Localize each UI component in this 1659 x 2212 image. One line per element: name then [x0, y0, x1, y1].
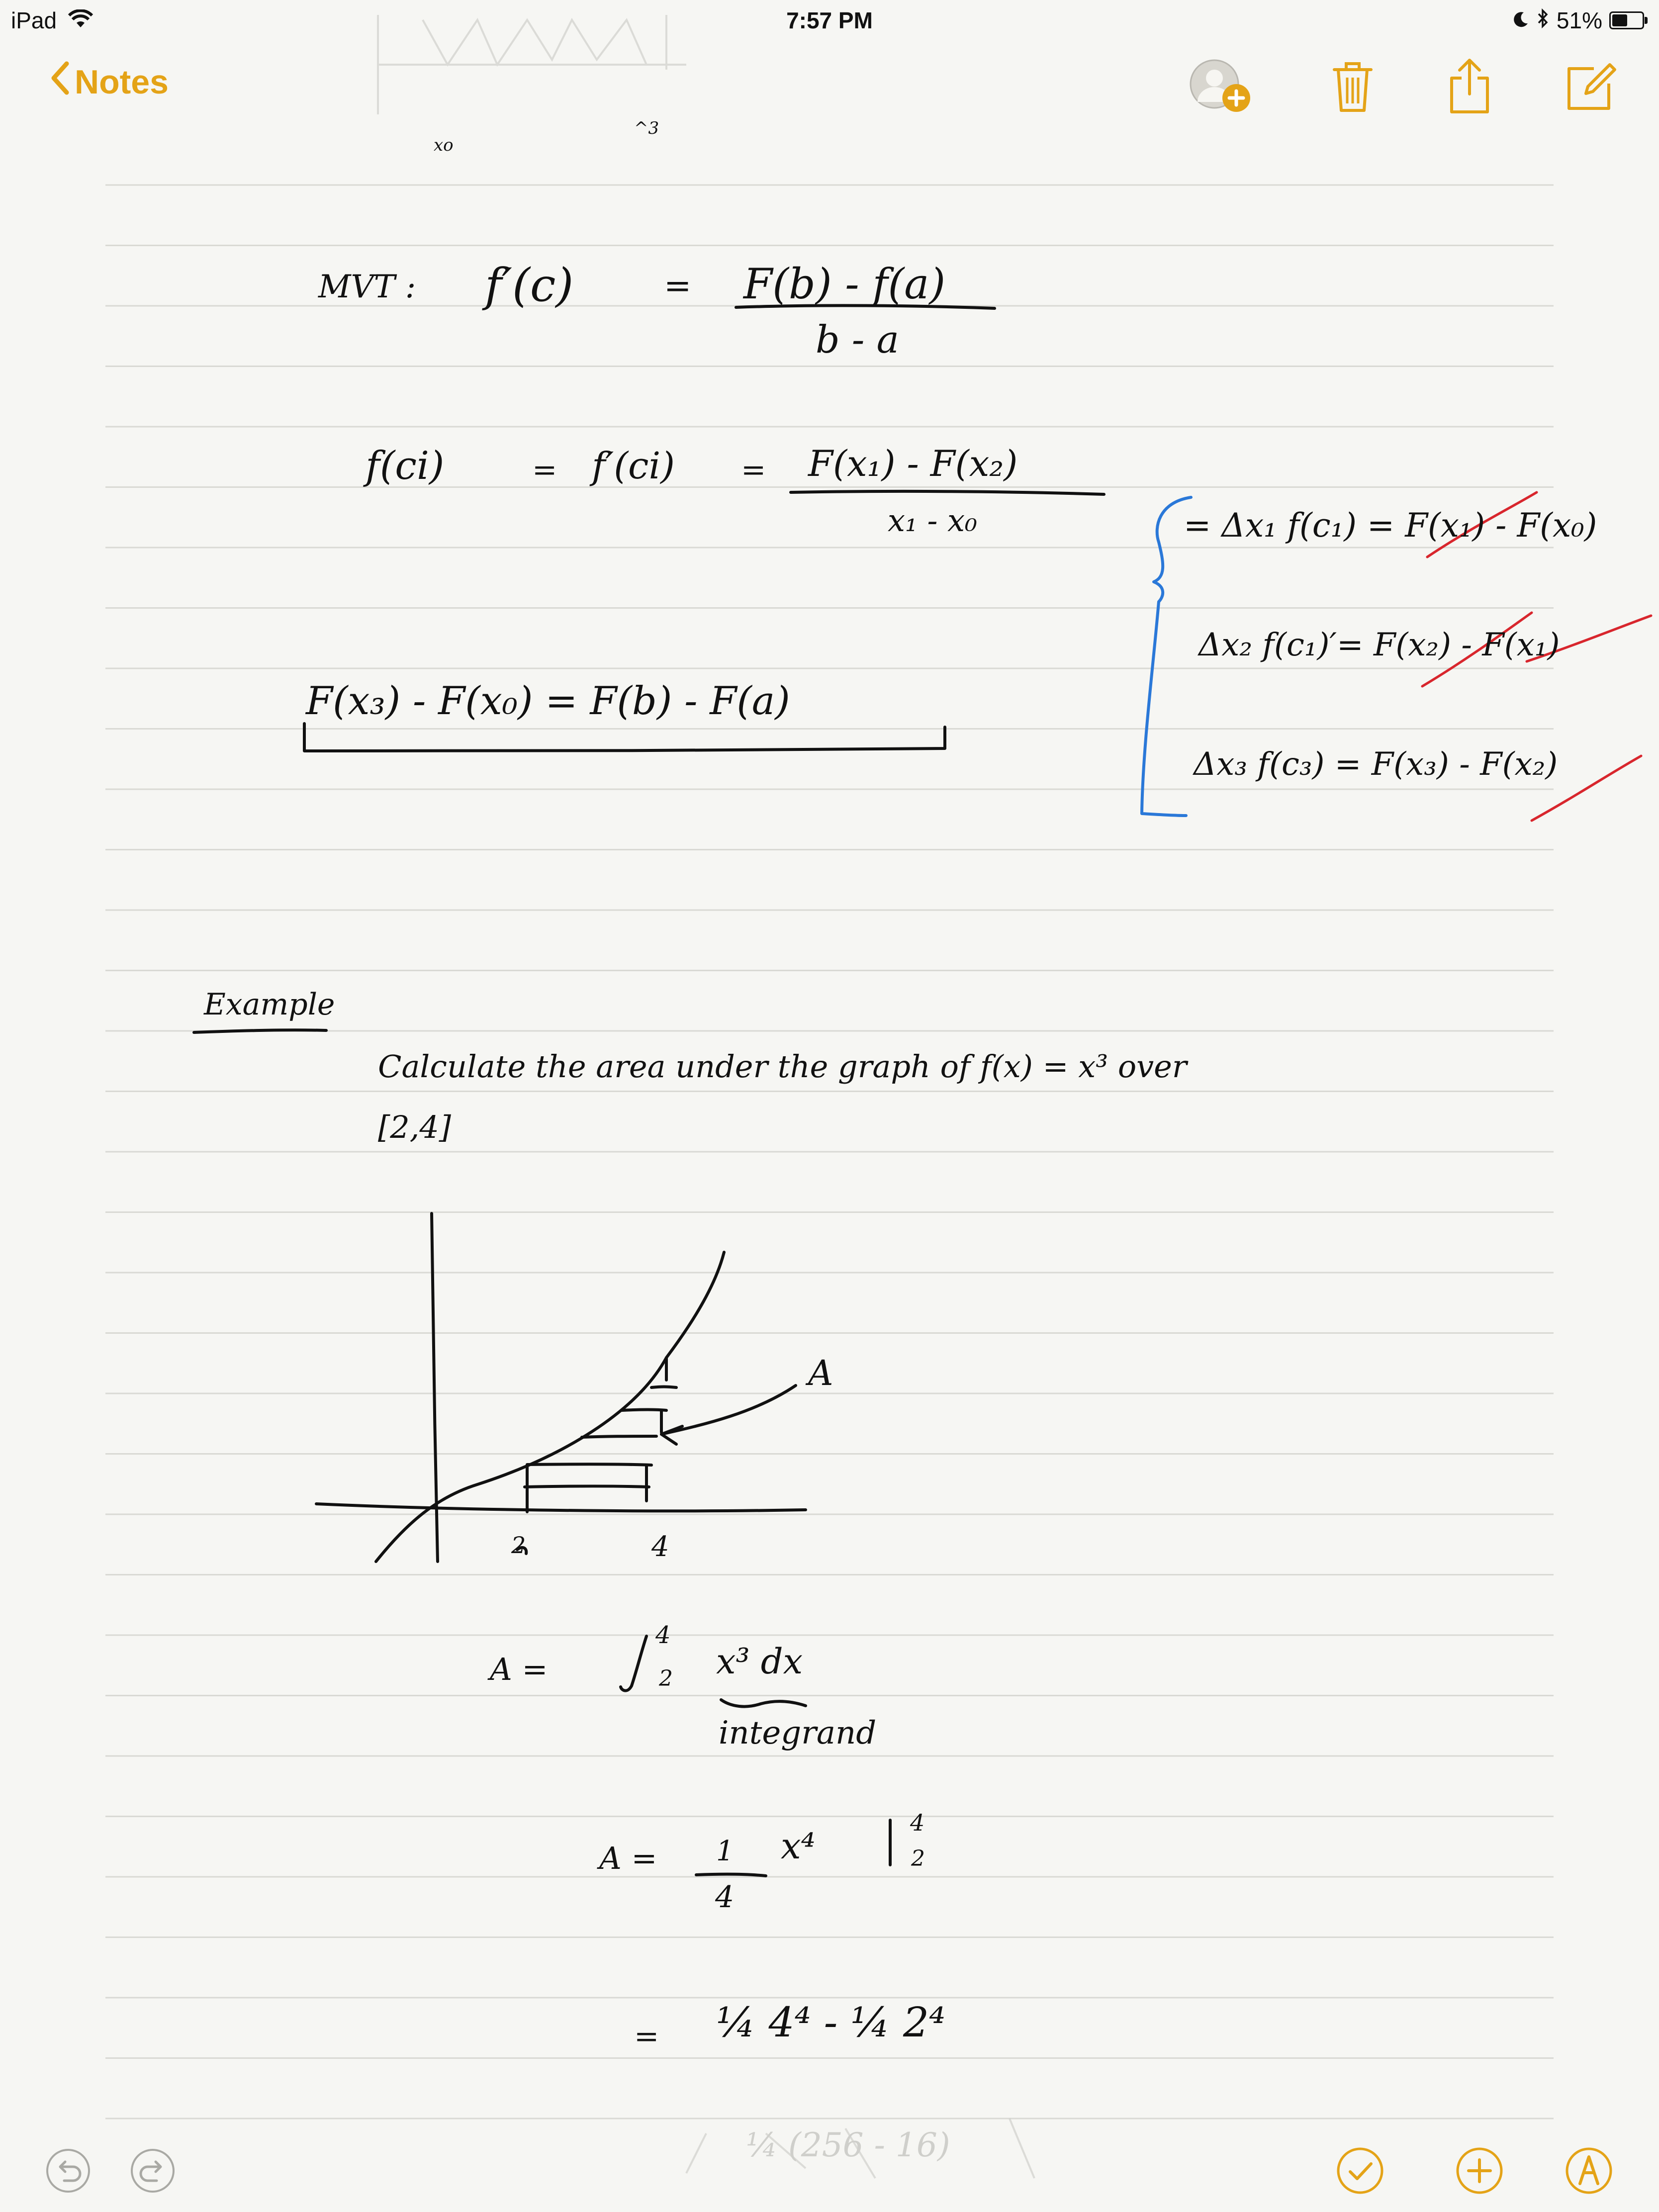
fci-mid: f′(ci)	[592, 445, 675, 487]
fci-numerator: F(x₁) - F(x₂)	[808, 443, 1018, 484]
brace-line-1: = Δx₁ f(c₁) = F(x₁) - F(x₀)	[1184, 506, 1597, 545]
antideriv-coef-den: 4	[715, 1880, 735, 1915]
example-heading: Example	[204, 987, 335, 1022]
antideriv-coef-num: 1	[716, 1835, 734, 1867]
integral-expr: x³ dx	[716, 1641, 803, 1682]
mvt-label: MVT :	[318, 269, 416, 305]
brace-line-3: Δx₃ f(c₃) = F(x₃) - F(x₂)	[1194, 746, 1558, 783]
checklist-icon[interactable]	[1333, 2143, 1387, 2198]
fci-eq2: =	[741, 453, 766, 487]
fci-denominator: x₁ - x₀	[888, 502, 978, 539]
markup-pen-icon[interactable]	[1562, 2143, 1616, 2198]
example-prompt-line2: [2,4]	[378, 1109, 451, 1145]
antideriv-lhs: A =	[599, 1840, 657, 1876]
redo-icon[interactable]	[125, 2143, 180, 2198]
top-mark-xo: xo	[434, 135, 454, 155]
blue-brace	[1142, 497, 1191, 816]
antideriv-bar-lower: 2	[911, 1846, 925, 1871]
eval-expr: ¼ 4⁴ - ¼ 2⁴	[716, 1999, 946, 2046]
cubic-graph	[316, 1213, 806, 1562]
integral-upper: 4	[655, 1621, 671, 1649]
sum-equation: F(x₃) - F(x₀) = F(b) - F(a)	[306, 679, 790, 724]
faded-bottom-text: ¼ (256 - 16)	[746, 2126, 950, 2164]
example-prompt-line1: Calculate the area under the graph of f(x) = x³ over	[378, 1048, 1187, 1085]
top-mark-caret3: ^3	[634, 118, 659, 138]
bottom-toolbar	[0, 2133, 1659, 2203]
device-name: iPad	[11, 7, 57, 33]
antideriv-bar-upper: 4	[910, 1809, 925, 1836]
integral-lower: 2	[659, 1666, 673, 1691]
eval-equals: =	[634, 2019, 659, 2054]
back-label: Notes	[75, 63, 169, 101]
fci-lhs: f(ci)	[366, 444, 445, 488]
fci-eq1: =	[532, 453, 557, 487]
graph-tick-4: 4	[651, 1531, 669, 1563]
add-icon[interactable]	[1452, 2143, 1507, 2198]
mvt-numerator: F(b) - f(a)	[743, 260, 946, 308]
graph-tick-2: 2	[511, 1532, 526, 1559]
mvt-denominator: b - a	[816, 317, 899, 362]
mvt-equals: =	[664, 267, 692, 305]
clock: 7:57 PM	[786, 7, 873, 33]
graph-area-label: A	[808, 1353, 833, 1393]
brace-line-2: Δx₂ f(c₁)′= F(x₂) - F(x₁)	[1198, 627, 1560, 663]
antideriv-xpow: x⁴	[781, 1825, 816, 1867]
undo-icon[interactable]	[41, 2143, 95, 2198]
mvt-lhs: f′(c)	[485, 259, 574, 312]
battery-percent: 51%	[1556, 7, 1602, 33]
integral-lhs: A =	[490, 1651, 548, 1687]
integrand-note: integrand	[719, 1715, 877, 1751]
